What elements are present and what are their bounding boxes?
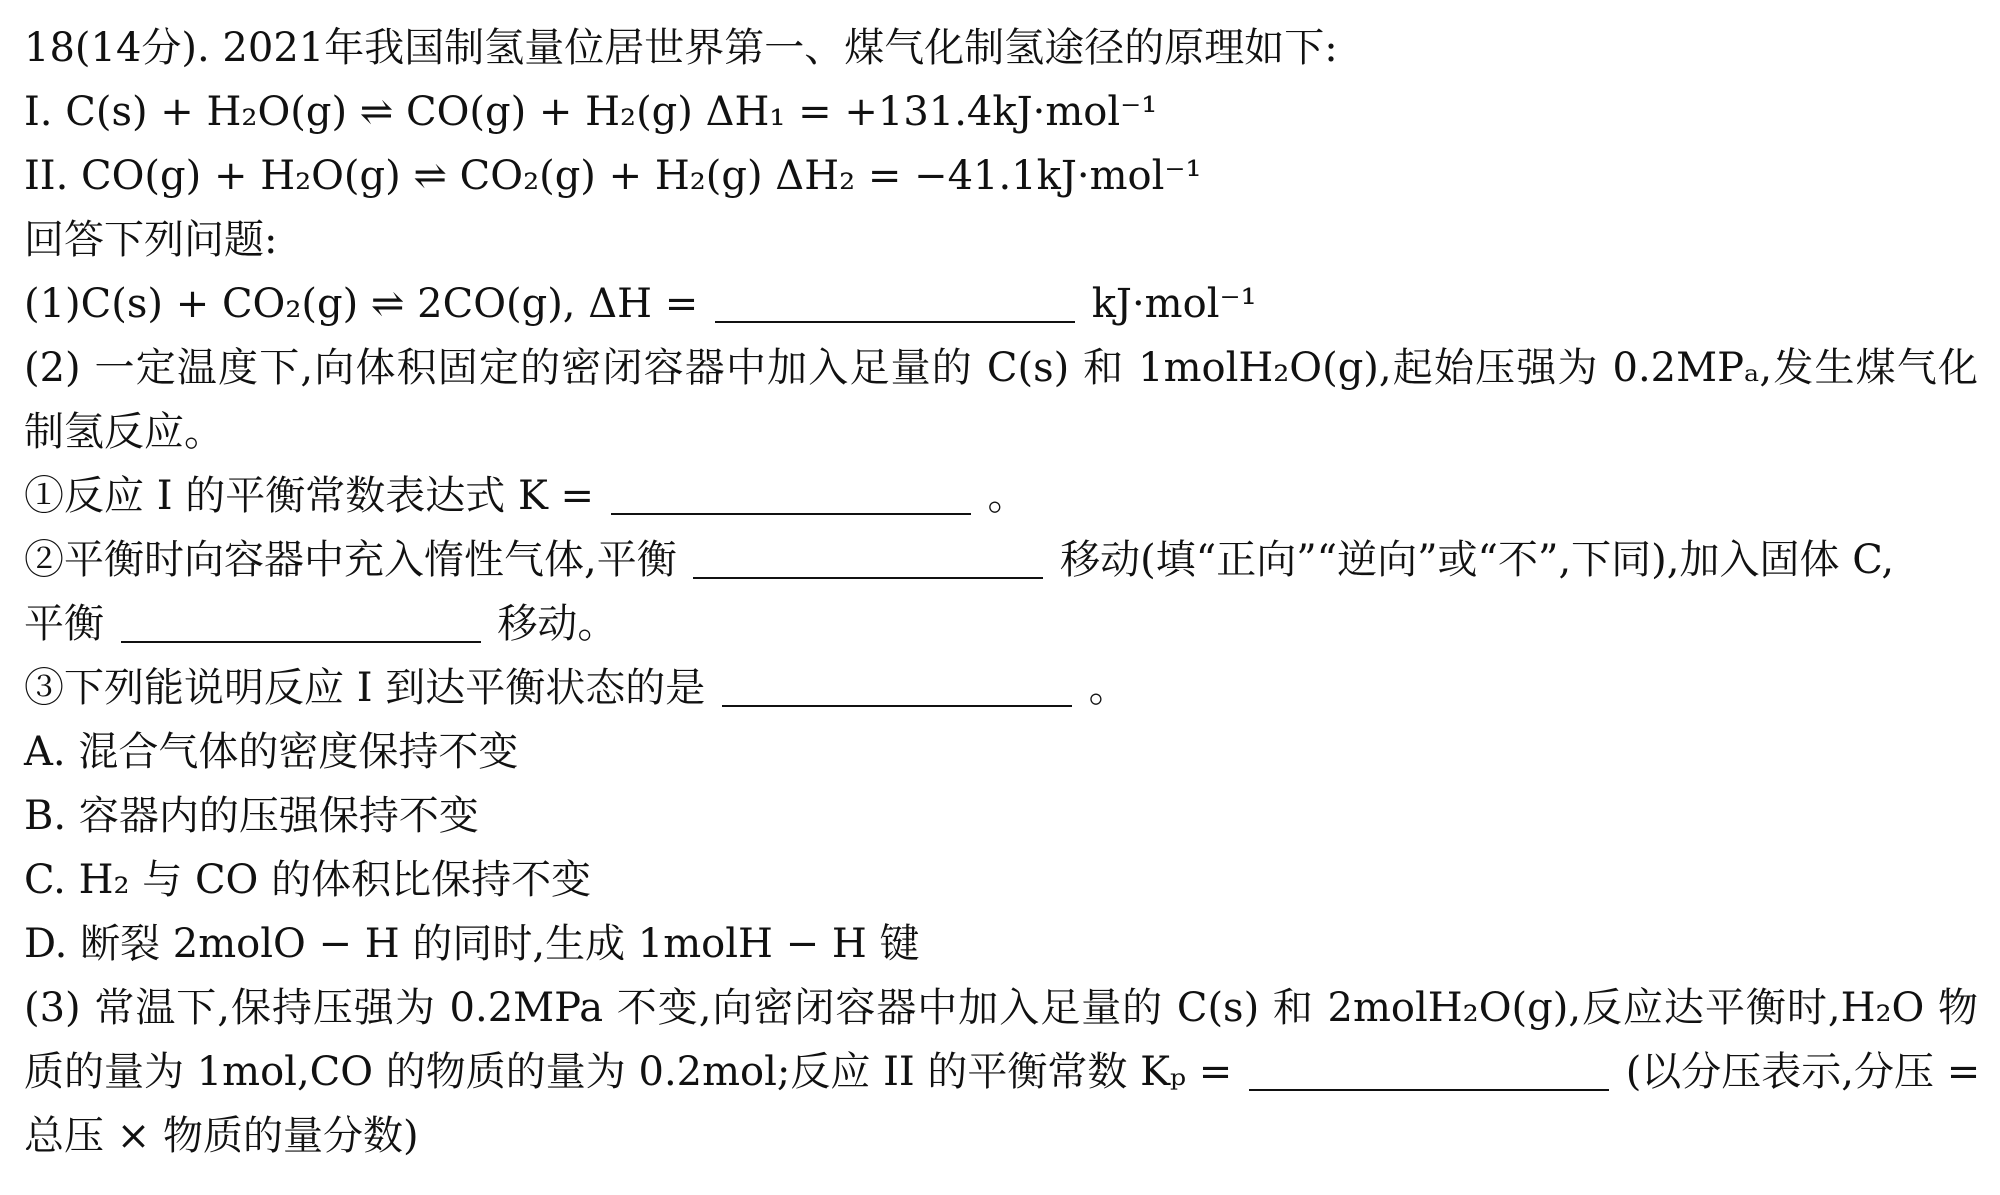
- option-b: B. 容器内的压强保持不变: [24, 793, 479, 839]
- answer-blank-2[interactable]: [611, 473, 971, 515]
- answer-blank-1[interactable]: [715, 281, 1075, 323]
- reaction-2-equation: II. CO(g) + H₂O(g) ⇌ CO₂(g) + H₂(g) ΔH₂ = −41.1kJ·mol⁻¹: [24, 153, 1202, 199]
- part-2-intro-line-2: 制氢反应。: [24, 409, 224, 455]
- part-2-intro-line-1: (2) 一定温度下,向体积固定的密闭容器中加入足量的 C(s) 和 1molH₂O(g),起始压强为 0.2MPₐ,发生煤气化: [24, 345, 1978, 391]
- part-3-line-2: 质的量为 1mol,CO 的物质的量为 0.2mol;反应 II 的平衡常数 Kₚ = (以分压表示,分压 =: [24, 1049, 1981, 1095]
- part-1-unit: kJ·mol⁻¹: [1091, 281, 1257, 327]
- part-3-line-1: (3) 常温下,保持压强为 0.2MPa 不变,向密闭容器中加入足量的 C(s) 和 2molH₂O(g),反应达平衡时,H₂O 物: [24, 985, 1978, 1031]
- option-d: D. 断裂 2molO − H 的同时,生成 1molH − H 键: [24, 921, 920, 967]
- part-1: (1)C(s) + CO₂(g) ⇌ 2CO(g), ΔH = kJ·mol⁻¹: [24, 281, 1257, 327]
- question-header: 18(14分). 2021年我国制氢量位居世界第一、煤气化制氢途径的原理如下:: [24, 25, 1338, 71]
- part-2-question-3: ③下列能说明反应 I 到达平衡状态的是 。: [24, 665, 1129, 711]
- answer-blank-5[interactable]: [722, 665, 1072, 707]
- answer-prompt: 回答下列问题:: [24, 217, 278, 263]
- part-2-question-2-line-2: 平衡 移动。: [24, 601, 618, 647]
- answer-blank-4[interactable]: [121, 601, 481, 643]
- part-2-question-2: ②平衡时向容器中充入惰性气体,平衡 移动(填“正向”“逆向”或“不”,下同),加入固体 C,: [24, 537, 1895, 583]
- option-c: C. H₂ 与 CO 的体积比保持不变: [24, 857, 592, 903]
- part-3-line-3: 总压 × 物质的量分数): [24, 1113, 419, 1159]
- answer-blank-6[interactable]: [1249, 1049, 1609, 1091]
- option-a: A. 混合气体的密度保持不变: [24, 729, 519, 775]
- answer-blank-3[interactable]: [693, 537, 1043, 579]
- part-2-question-1: ①反应 I 的平衡常数表达式 K = 。: [24, 473, 1028, 519]
- reaction-1-equation: I. C(s) + H₂O(g) ⇌ CO(g) + H₂(g) ΔH₁ = +131.4kJ·mol⁻¹: [24, 89, 1158, 135]
